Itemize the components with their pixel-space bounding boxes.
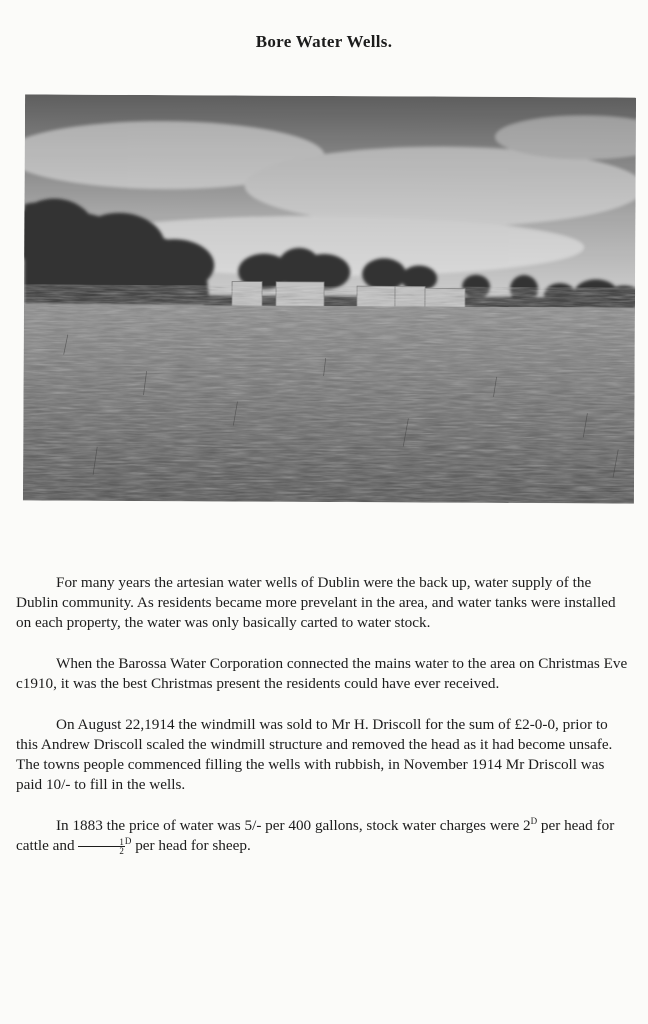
bore-water-wells-photo [23,94,636,503]
page-title: Bore Water Wells. [255,32,393,51]
paragraph-mains-water: When the Barossa Water Corporation connected the mains water to the area on Christmas Eve c1910, it was the best Christmas present the residents could have ever received. [16,655,628,692]
body-text [16,573,628,856]
price-text-1: In 1883 the price of water was 5/- per 400 gallons, stock water charges were 2 [56,817,531,834]
paragraph-artesian-wells: For many years the artesian water wells of Dublin were the back up, water supply of the Dublin community. As residents became more prevelant in the area, and water tanks were installed on each property, the water was only basically carted to water stock. [16,574,616,631]
pence-superscript-2: D [124,835,132,846]
paragraph-windmill-sale: On August 22,1914 the windmill was sold to Mr H. Driscoll for the sum of £2-0-0, prior to this Andrew Driscoll scaled the windmill structure and removed the head as it had become unsafe. The towns people commenced filling the wells with rubbish, in November 1914 Mr Driscoll was paid 10/- to fill in the wells. [16,716,613,793]
fraction-denominator: 2 [119,846,124,857]
price-text-2: per head for cattle and [16,817,615,854]
paragraph-water-prices [16,816,628,856]
half-fraction [78,838,125,855]
fraction-numerator: 1 [78,838,125,847]
pence-superscript-1: D [530,815,538,826]
price-text-3: per head for sheep. [131,837,251,854]
